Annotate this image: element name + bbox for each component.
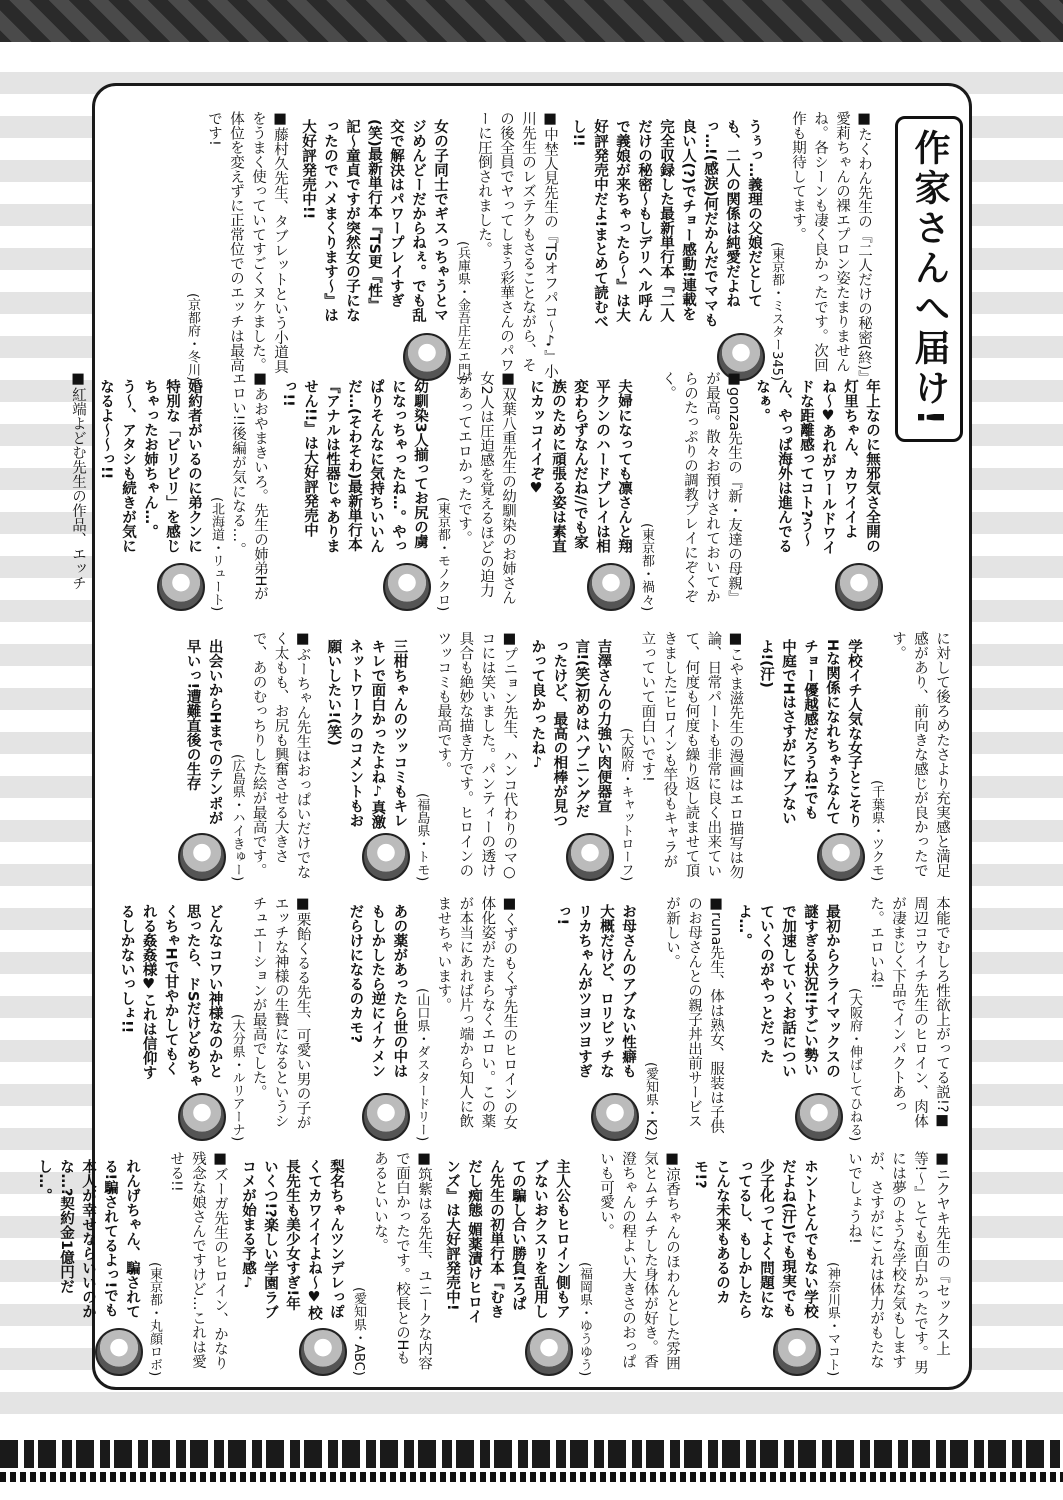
author-avatar-icon (835, 563, 883, 611)
author-avatar-icon (773, 1328, 821, 1376)
letter-entry: ■双葉八重先生の幼馴染のお姉さん女2人は圧迫感を覚えるほどの迫力があってエロかったです。 (東京都・モノクロ) 幼馴染3人揃ってお尻の虜になっちゃったね…。やっぱりそんなに気持ちいいんだ…(そわそわ)最新単行本『アナルは性器じゃありません!!』は大好評発売中っ!! (280, 371, 516, 611)
letter-entry: ■栗飴くるる先生、可愛い男の子がエッチな神様の生贄になるというシチュエーションが最高でした。 (大分県・ルリアーナ) どんなコワい神様なのかと思ったら、ドSだけどめちゃくちゃHで甘やかしてもくれる姦姦様♥これは信仰するしかないっしょ!! (118, 896, 311, 1141)
letters-row-5 (36, 1151, 953, 1376)
letters-panel (36, 83, 972, 1390)
author-avatar-icon (178, 1093, 226, 1141)
author-avatar-icon (817, 833, 865, 881)
letter-entry: に対して後ろめたさより充実感と満足感があり、前向きな感じが良かったです。 (千葉県・ツクモ) 学校イチ人気な女子とこそりHな関係になれちゃうなんてチョー優越感だろうね!でも中庭でHはさすがにアブないよ!(汗) (758, 631, 950, 881)
letter-entry: ■筑紫はる先生、ユニークな内容で面白かったです。校長とのHもあるといいな。 (愛知県・ABC) 梨名ちゃんツンデレっぽくてカワイイよね〜♥校長先生も美少女すぎ!年いくつ!?楽しい学園ラブコメが始まる予感♪ (240, 1151, 432, 1376)
author-avatar-icon (157, 563, 205, 611)
letters-row-1 (125, 111, 875, 381)
author-avatar-icon (587, 563, 635, 611)
author-avatar-icon (525, 1328, 573, 1376)
letter-entry: 本能でむしろ性欲上がってる説!?■周辺コウイチ先生のヒロイン、肉体が凄まじく下品でインパクトあった。エロいね! (大阪府・伸ばしてひねる) 最初からクライマックスの謎すぎる状況!!すごい勢いで加速していくお話についていくのがやっとだったよ…。 (736, 896, 950, 1141)
letter-entry: ■プニョン先生、ハンコ代わりのマ○コには笑いました。パンティーの透け具合も絶妙な描き方です。ヒロインのツッコミも最高です。 (福島県・トモ) 三柑ちゃんのツッコミもキレキレで面白かったよね♪真激ネットワークのコメントもお願いしたい!(笑) (325, 631, 518, 881)
page-title: 作家さんへ届け! (895, 116, 963, 442)
letter-entry: ■こやま滋先生の漫画はエロ描写は勿論、日常パートも非常に良く出来ていて、何度も何度も繰り返し読ませて頂きました!ヒロインも竿役もキャラが立っていて面白いです! (大阪府・キャットローフ) 吉澤さんの力強い肉便器宣言!(笑)初めはハプニングだったけど、最高の相棒が見つかって良かったね♪ (529, 631, 744, 881)
author-avatar-icon (383, 563, 431, 611)
letter-entry: ■たくわん先生の『二人だけの秘密(終)』愛莉ちゃんの裸エプロン姿たまりませんね。各シーンも凄く良かったです。次回作も期待してます。 (東京都・ミスター345) うぅっ…義理の父娘だとしても、二人の関係は純愛だよねっ…!(感涙)何だかんだでママも良い人(?)でチョー感動!連載を完全収録した最新単行本『二人だけの秘密〜もしデリヘル呼んで義娘が来ちゃったら〜』は大好評発売中だよ!まとめて読むべし!! (570, 111, 872, 381)
letters-row-2 (70, 371, 883, 611)
author-avatar-icon (178, 833, 226, 881)
letter-entry: ■ニクヤキ先生の『セックス上等!〜』とても面白かったです。男には夢のような学校な気もしますが、さすがにこれは体力がもたないでしょうね! (神奈川県・マコト) ホントとんでもない学校だよね(汗)でも現実でも少子化ってよく問題になってるし、もしかしたらこんな未来もあるのカモ!? (692, 1151, 950, 1376)
letter-entry: ■ぶーちゃん先生はおっぱいだけでなく太もも、お尻も興奮させる大きさで、あのむっちりした絵が最高です。 (広島県・ハイきゅー) 出会いからHまでのテンポが早いっ!遭難直後の生存 (113, 631, 314, 881)
letter-entry: ■紅端よどむ先生の作品、エッチ (70, 371, 86, 590)
letter-entry: ■藤村久先生、タブレットという小道具をうまく使っていてすごくヌケました。体位を変えずに正常位でのエッチは最高です! (京都府・冬川) (185, 111, 288, 381)
letter-entry: ■ズーガ先生のヒロイン、かなり残念な娘さんですけど…これは愛せる!! (東京都・丸顔ロボ) れんげちゃん、騙されてる!騙されてるよっ!でも本人が幸せならいいのかな…?契約金1億円だし…。 (36, 1151, 228, 1376)
letter-entry: ■あおやまきいろ。先生の姉弟Hがエロい!!後編が気になる…。 (北海道・リュート) 婚約者がいるのに弟クンに特別な「ビリビリ」を感じちゃったお姉ちゃん…。う〜、アタシも続きが気になるよ〜〜っ!! (98, 371, 268, 611)
author-avatar-icon (795, 1093, 843, 1141)
author-avatar-icon (566, 833, 614, 881)
letters-row-4 (113, 896, 953, 1141)
author-avatar-icon (362, 833, 410, 881)
letter-entry: ■gonza先生の『新・友達の母親』が最高。散々お預けされておいてからのたっぷりの調教プレイにぞくぞく。 (東京都・禍々) 夫婦になっても凛さんと翔平クンのハードプレイは相変わらずなんだね//でも家族のために頑張る姿は素直にカッコイイぞ♥ (528, 371, 742, 611)
top-decorative-band (0, 0, 1063, 50)
letter-entry: ■runa先生、体は熟女、服装は子供のお母さんとの親子丼出前サービスが新しい。 (愛知県・K2) お母さんのアブない性癖も大概だけど、ロリビッチなリカちゃんがツヨツヨすぎっ! (554, 896, 724, 1141)
author-avatar-icon (591, 1093, 639, 1141)
bottom-decorative-band (0, 1420, 1063, 1500)
author-avatar-icon (95, 1328, 143, 1376)
letter-entry: ■涼香ちゃんのほわんとした雰囲気とムチムチした身体が好き。香澄ちゃんの程よい大きさのおっぱいも可愛い。 (福岡県・ゆうゆう) 主人公もヒロイン側もアブないおクスリを乱用しての騙し合い勝負!ろぱん先生の初単行本『むきだし痴態 媚薬漬けヒロインズ』は大好評発売中! (444, 1151, 680, 1376)
author-avatar-icon (299, 1328, 347, 1376)
letters-row-3 (113, 631, 953, 881)
letter-entry: 年上なのに無邪気さ全開の灯里ちゃん、カワイイよね〜♥あれがワールドワイドな距離感ってコト?う〜ん、やっぱ海外は進んでるなぁ。 (751, 371, 883, 611)
letter-entry: ■中埜人見先生の『TSオフパコ〜♪』小川先生のレズテクもさることながら、その後全員でヤってしまう彩華さんのパワーに圧倒されました。 (兵庫県・金吾庄左エ門) 女の子同士でギスっちゃうとマジめんどーだからねぇ。でも乱交で解決はパワープレイすぎ(笑)最新単行本『TS更『性』記〜童貞ですが突然女の子になったのでハメまくります〜』は大好評発売中!! (300, 111, 558, 381)
author-avatar-icon (362, 1093, 410, 1141)
letter-entry: ■くずのもくず先生のヒロインの女体化姿がたまらなくエロい。この薬が本当にあれば片っ端から知人に飲ませちゃいます。 (山口県・ダスタードリー) あの薬があったら世の中はもしかしたら逆にイケメンだらけになるのカモ? (347, 896, 518, 1141)
